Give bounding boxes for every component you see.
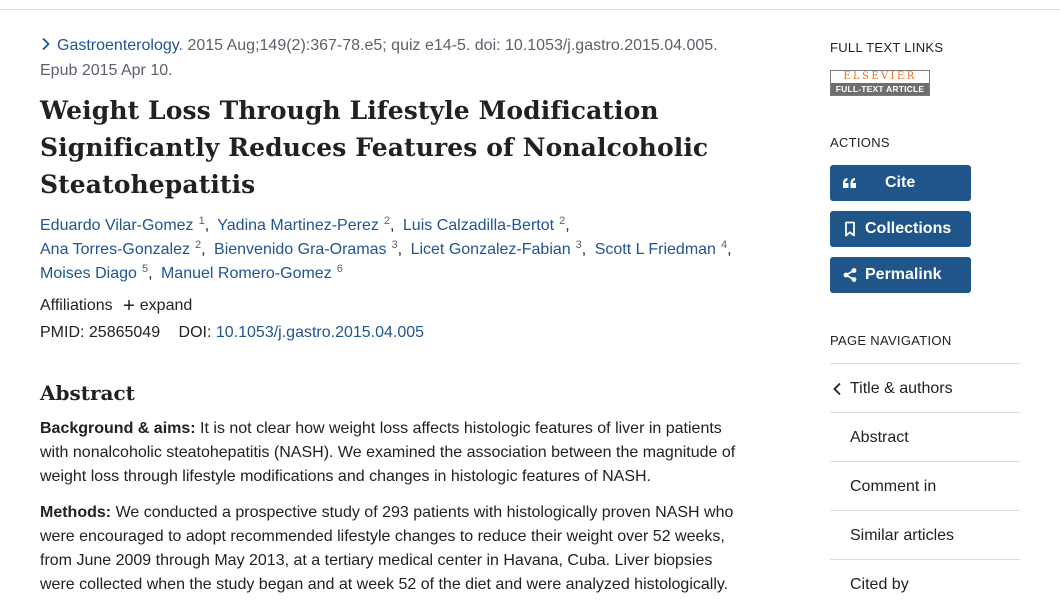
author-link[interactable]: Eduardo Vilar-Gomez (40, 217, 194, 234)
author-link[interactable]: Ana Torres-Gonzalez (40, 241, 190, 258)
actions-heading: ACTIONS (830, 135, 890, 150)
epub-date: Epub 2015 Apr 10. (40, 62, 173, 79)
affiliation-number[interactable]: 2 (383, 215, 390, 227)
affiliations-row (40, 294, 760, 318)
nav-item-cited-by[interactable] (830, 559, 1020, 608)
author-link[interactable]: Manuel Romero-Gomez (160, 265, 332, 282)
cite-label: Cite (885, 174, 916, 191)
nav-item-comment-in[interactable] (830, 461, 1020, 510)
nav-item-label: Abstract (850, 429, 909, 446)
affiliation-number[interactable]: 1 (198, 215, 205, 227)
bookmark-icon (842, 221, 858, 237)
affiliation-number[interactable]: 6 (336, 263, 343, 275)
abstract-heading: Abstract (40, 381, 135, 405)
author-link[interactable]: Licet Gonzalez-Fabian (410, 241, 571, 258)
page-navigation-list (830, 363, 1020, 608)
plus-icon: + (123, 295, 135, 317)
page-title (40, 92, 760, 203)
affiliation-number[interactable]: 2 (559, 215, 566, 227)
methods-label: Methods: (40, 504, 112, 521)
methods-text: were collected when the study began and at week 52 of the diet and were analyzed histologically. (40, 576, 729, 593)
elsevier-logo-text: ELSEVIER (831, 71, 929, 83)
doi-link[interactable]: 10.1053/j.gastro.2015.04.005 (215, 324, 425, 341)
pmid-value: 25865049 (88, 324, 161, 341)
nav-item-label: Cited by (850, 576, 909, 593)
affiliation-number[interactable]: 3 (391, 239, 398, 251)
full-text-links-heading: FULL TEXT LINKS (830, 40, 944, 55)
article-citation (40, 34, 760, 83)
quote-icon (842, 175, 858, 191)
affiliation-number[interactable]: 4 (720, 239, 728, 251)
permalink-label: Permalink (865, 266, 942, 283)
background-text: It is not clear how weight loss affects histologic features of liver in patients (200, 420, 722, 437)
title-line: Significantly Reduces Features of Nonalcoholic (40, 133, 709, 162)
top-divider (0, 9, 1060, 10)
abstract-background (40, 417, 760, 489)
chevron-right-icon[interactable] (40, 35, 54, 59)
background-text: with nonalcoholic steatohepatitis (NASH). We examined the association between the magnitude of (40, 444, 736, 461)
elsevier-full-text-link[interactable] (830, 70, 930, 96)
title-line: Weight Loss Through Lifestyle Modification (40, 96, 659, 125)
author-link[interactable]: Bienvenido Gra-Oramas (214, 241, 387, 258)
cite-button[interactable] (830, 165, 971, 201)
elsevier-subtext: FULL-TEXT ARTICLE (831, 83, 929, 95)
doi-label: DOI: (178, 324, 212, 341)
author-link[interactable]: Scott L Friedman (594, 241, 716, 258)
background-text: weight loss through lifestyle modifications and changes in histologic features of NASH. (40, 468, 651, 485)
nav-item-similar-articles[interactable] (830, 510, 1020, 559)
expand-affiliations-button[interactable] (123, 295, 193, 317)
share-icon (842, 267, 858, 283)
nav-item-label: Comment in (850, 478, 937, 495)
journal-link[interactable]: Gastroenterology. (57, 37, 183, 54)
nav-item-title-authors[interactable] (830, 363, 1020, 412)
methods-text: from June 2009 through May 2013, at a tertiary medical center in Havana, Cuba. Liver biopsies (40, 552, 713, 569)
permalink-button[interactable] (830, 257, 971, 293)
page-navigation-heading: PAGE NAVIGATION (830, 333, 952, 348)
collections-button[interactable] (830, 211, 971, 247)
methods-text: We conducted a prospective study of 293 patients with histologically proven NASH who (115, 504, 734, 521)
collections-label: Collections (865, 220, 952, 237)
title-line: Steatohepatitis (40, 170, 256, 199)
methods-text: were encouraged to adopt recommended lifestyle changes to reduce their weight over 52 weeks, (40, 528, 725, 545)
author-link[interactable]: Moises Diago (40, 265, 137, 282)
affiliation-number[interactable]: 2 (195, 239, 202, 251)
author-link[interactable]: Luis Calzadilla-Bertot (402, 217, 555, 234)
nav-item-label: Title & authors (850, 380, 953, 397)
nav-item-abstract[interactable] (830, 412, 1020, 461)
article-identifiers (40, 321, 760, 345)
expand-label: expand (139, 297, 193, 314)
pmid-label: PMID: (40, 324, 85, 341)
background-label: Background & aims: (40, 420, 196, 437)
affiliation-number[interactable]: 5 (141, 263, 149, 275)
nav-item-label: Similar articles (850, 527, 955, 544)
citation-details: 2015 Aug;149(2):367-78.e5; quiz e14-5. doi: 10.1053/j.gastro.2015.04.005. (187, 37, 718, 54)
affiliations-label: Affiliations (40, 297, 113, 314)
article-main (40, 34, 760, 597)
chevron-left-icon (832, 382, 842, 396)
abstract-methods (40, 501, 760, 597)
author-link[interactable]: Yadina Martinez-Perez (217, 217, 379, 234)
affiliation-number[interactable]: 3 (575, 239, 582, 251)
author-list: Eduardo Vilar-Gomez $^1$, Yadina Martinez-Perez $^2$, Luis Calzadilla-Bertot $^2$, Ana Torres-Gonzalez $^2$, Bienvenido Gra-Oramas $^3$, Licet Gonzalez-Fabian $^3$, Scott L Friedman $^4$, Moises Diago $^5$, Manuel Romero-Gomez $^6$ (40, 215, 732, 282)
